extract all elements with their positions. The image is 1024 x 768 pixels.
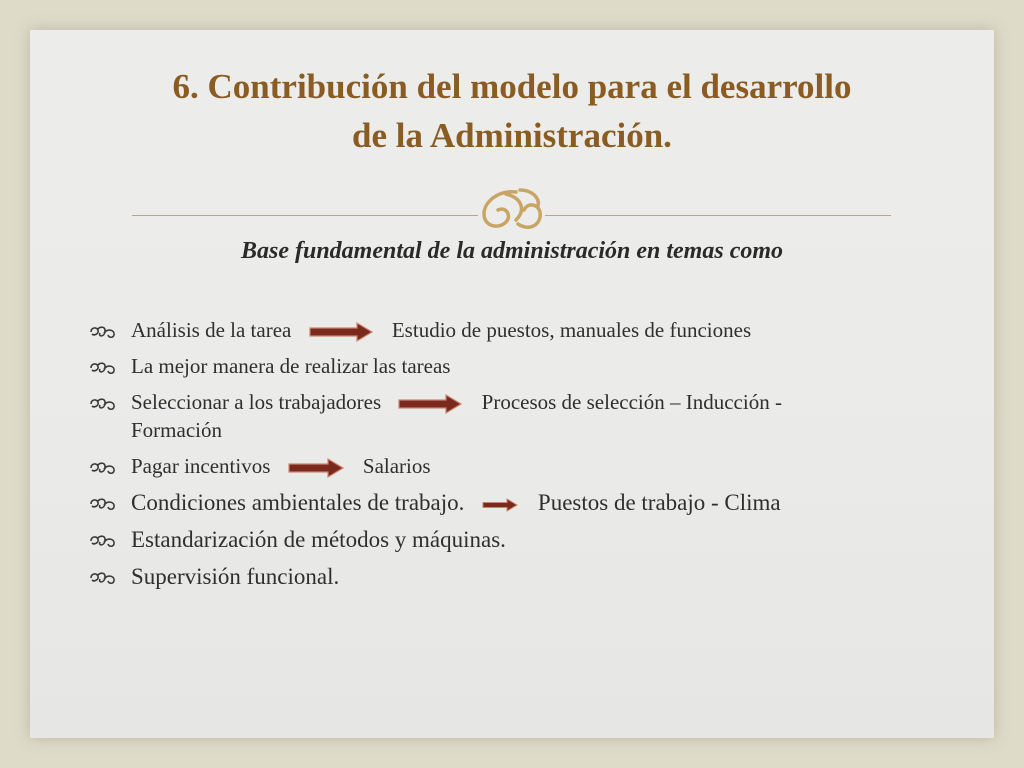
fleuron-bullet-icon bbox=[88, 360, 118, 376]
list-item-result: Puestos de trabajo - Clima bbox=[537, 490, 781, 515]
list-item bbox=[88, 525, 928, 554]
slide-title-line-1: 6. Contribución del modelo para el desarrollo bbox=[172, 67, 852, 106]
list-item-result-continued: Formación bbox=[131, 418, 222, 442]
slide-title-line-2: de la Administración. bbox=[352, 116, 672, 155]
list-item bbox=[88, 452, 928, 480]
block-arrow-icon bbox=[288, 457, 344, 479]
list-item-topic: Pagar incentivos bbox=[131, 454, 271, 478]
list-item bbox=[88, 316, 928, 344]
fleuron-bullet-icon bbox=[88, 496, 118, 512]
list-item-topic: Estandarización de métodos y máquinas. bbox=[131, 527, 506, 552]
title-divider-right bbox=[545, 215, 891, 216]
ornament-icon bbox=[476, 180, 548, 240]
list-item-result: Procesos de selección – Inducción - bbox=[481, 390, 782, 414]
list-item bbox=[88, 388, 928, 444]
fleuron-bullet-icon bbox=[88, 396, 118, 412]
fleuron-bullet-icon bbox=[88, 570, 118, 586]
fleuron-bullet-icon bbox=[88, 324, 118, 340]
fleuron-bullet-icon bbox=[88, 460, 118, 476]
bullet-list bbox=[88, 316, 928, 599]
block-arrow-icon bbox=[482, 498, 518, 512]
block-arrow-icon bbox=[398, 393, 462, 415]
list-item-topic: La mejor manera de realizar las tareas bbox=[131, 354, 451, 378]
title-divider-left bbox=[132, 215, 478, 216]
block-arrow-icon bbox=[309, 321, 373, 343]
fleuron-bullet-icon bbox=[88, 533, 118, 549]
list-item-result: Salarios bbox=[362, 454, 431, 478]
list-item bbox=[88, 352, 928, 380]
list-item-result: Estudio de puestos, manuales de funciones bbox=[391, 318, 752, 342]
slide-title bbox=[80, 62, 944, 160]
list-item bbox=[88, 562, 928, 591]
slide-subtitle: Base fundamental de la administración en temas como bbox=[240, 238, 784, 264]
list-item bbox=[88, 488, 928, 517]
list-item-topic: Seleccionar a los trabajadores bbox=[131, 390, 382, 414]
list-item-topic: Condiciones ambientales de trabajo. bbox=[131, 490, 465, 515]
list-item-topic: Supervisión funcional. bbox=[131, 564, 340, 589]
list-item-topic: Análisis de la tarea bbox=[131, 318, 292, 342]
